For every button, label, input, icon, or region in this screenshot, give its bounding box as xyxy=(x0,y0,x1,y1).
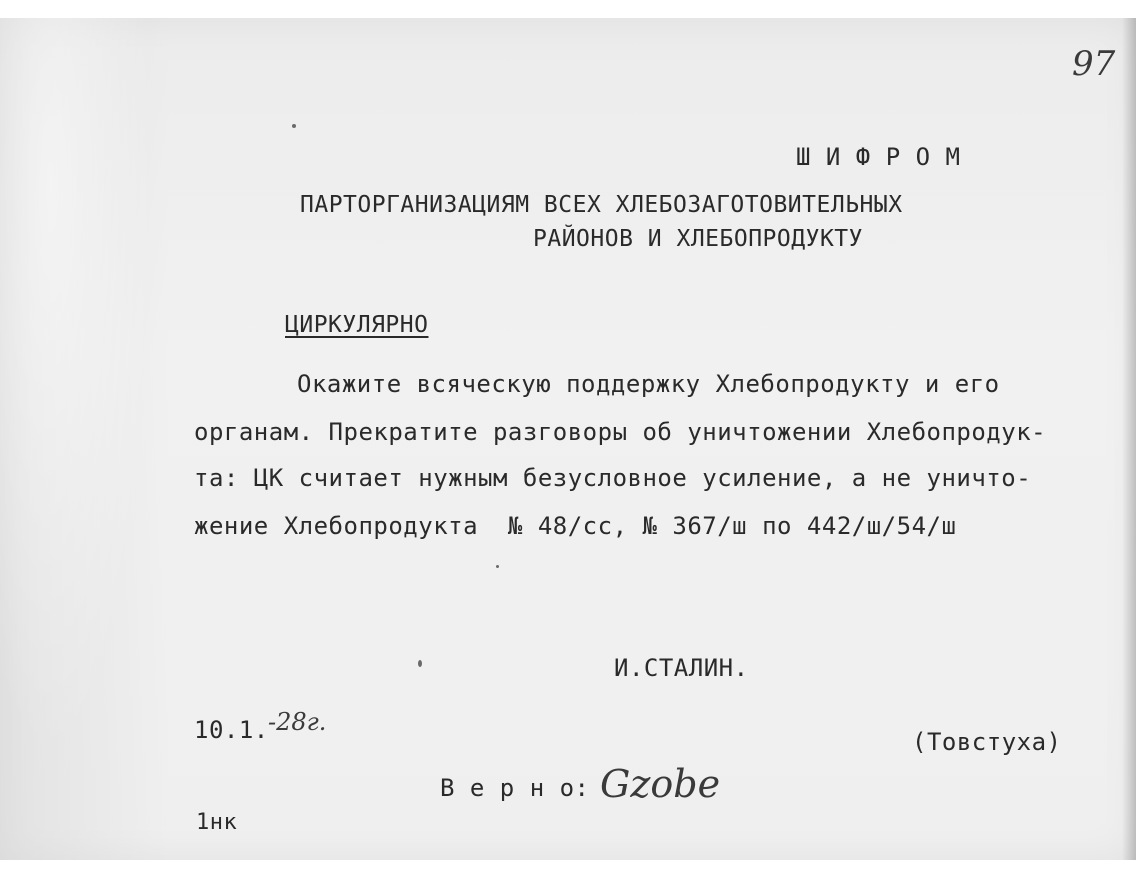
copies-note: 1нк xyxy=(196,810,238,835)
signatory-name: И.СТАЛИН. xyxy=(614,654,749,682)
body-line-1: Окажите всяческую поддержку Хлебопродукту и его xyxy=(297,370,1000,398)
transmission-method: Ш И Ф Р О М xyxy=(796,143,961,171)
body-line-3: та: ЦК считает нужным безусловное усиление, а не уничто- xyxy=(194,464,1032,492)
date-typed: 10.1. xyxy=(194,716,269,744)
page-number: 97 xyxy=(1072,44,1116,84)
date-handwritten: -28г. xyxy=(268,708,327,736)
addressee-line-1: ПАРТОРГАНИЗАЦИЯМ ВСЕХ ХЛЕБОЗАГОТОВИТЕЛЬНЫХ xyxy=(300,192,903,218)
ink-speck xyxy=(496,565,499,568)
verified-label: В е р н о: xyxy=(440,774,590,802)
body-line-2: органам. Прекратите разговоры об уничтожении Хлебопродук- xyxy=(194,418,1047,446)
ink-speck xyxy=(292,124,296,128)
copy-person: (Товстуха) xyxy=(912,728,1062,756)
body-line-4: жение Хлебопродукта № 48/сс, № 367/ш по 442/ш/54/ш xyxy=(194,512,957,540)
addressee-line-2: РАЙОНОВ И ХЛЕБОПРОДУКТУ xyxy=(533,226,863,252)
ink-speck xyxy=(418,660,422,667)
circular-label: ЦИРКУЛЯРНО xyxy=(285,312,429,338)
verified-signature: Gzobe xyxy=(600,762,721,806)
